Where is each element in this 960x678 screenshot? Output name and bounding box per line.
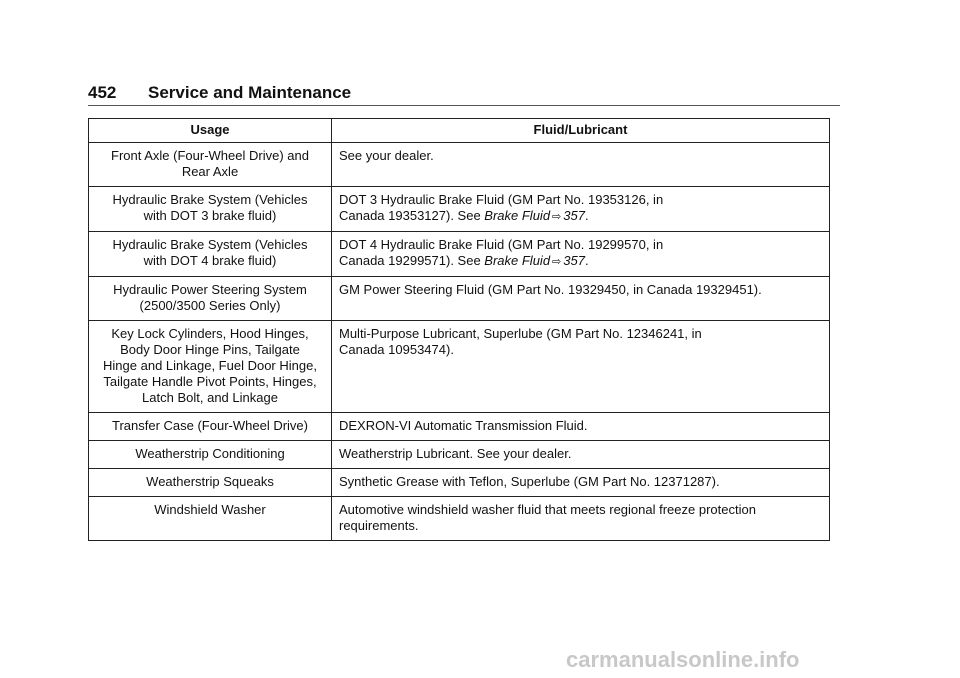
fluid-text: Multi-Purpose Lubricant, Superlube (GM Part No. 12346241, in Canada 10953474). — [339, 326, 702, 357]
page-number: 452 — [88, 83, 117, 102]
fluid-cell — [332, 497, 830, 541]
table-row — [89, 277, 830, 321]
brake-fluid-link[interactable]: Brake Fluid — [484, 208, 551, 223]
usage-cell — [89, 143, 332, 187]
usage-text: Hydraulic Brake System (Vehicles with DOT 3 brake fluid) — [112, 192, 308, 223]
table-row — [89, 497, 830, 541]
table-row — [89, 469, 830, 497]
fluid-text: DEXRON-VI Automatic Transmission Fluid. — [339, 418, 588, 433]
fluid-cell — [332, 143, 830, 187]
fluid-cell — [332, 413, 830, 441]
usage-text: Front Axle (Four-Wheel Drive) and Rear Axle — [111, 148, 309, 179]
page-ref-arrow-icon: ⇨ — [552, 211, 562, 223]
usage-text: Transfer Case (Four-Wheel Drive) — [111, 418, 308, 433]
fluid-cell — [332, 321, 830, 413]
usage-cell — [89, 469, 332, 497]
ref-period: . — [584, 253, 589, 268]
table-header-row — [89, 119, 830, 143]
usage-text: Weatherstrip Conditioning — [135, 446, 285, 461]
usage-text: Hydraulic Brake System (Vehicles with DOT 4 brake fluid) — [112, 237, 308, 268]
fluid-cell — [332, 469, 830, 497]
fluid-text: Automotive windshield washer fluid that meets regional freeze protection requirements. — [339, 502, 756, 533]
ref-period: . — [584, 208, 589, 223]
page-header — [88, 83, 840, 106]
table-row — [89, 143, 830, 187]
column-header-usage: Usage — [89, 119, 332, 143]
usage-cell — [89, 441, 332, 469]
fluid-cell — [332, 187, 830, 232]
column-header-fluid: Fluid/Lubricant — [332, 119, 830, 143]
fluid-text: Canada 19353127). See — [339, 208, 485, 223]
fluid-cell — [332, 441, 830, 469]
table-row — [89, 232, 830, 277]
page-ref-number: 357 — [563, 208, 585, 223]
usage-cell — [89, 497, 332, 541]
fluid-text: Weatherstrip Lubricant. See your dealer. — [339, 446, 572, 461]
usage-text: Weatherstrip Squeaks — [146, 474, 274, 489]
table-row — [89, 321, 830, 413]
table-row — [89, 187, 830, 232]
fluid-cell — [332, 232, 830, 277]
brake-fluid-link[interactable]: Brake Fluid — [484, 253, 551, 268]
usage-cell — [89, 413, 332, 441]
usage-cell — [89, 187, 332, 232]
usage-text: Key Lock Cylinders, Hood Hinges, Body Door Hinge Pins, Tailgate Hinge and Linkage, Fuel Door Hinge, Tailgate Handle Pivot Points, Hinges, Latch Bolt, and Linkage — [103, 326, 317, 405]
fluid-text: DOT 3 Hydraulic Brake Fluid (GM Part No. 19353126, in — [339, 192, 664, 207]
usage-cell — [89, 321, 332, 413]
watermark: carmanualsonline.info — [566, 647, 800, 672]
usage-text: Windshield Washer — [154, 502, 266, 517]
table-row — [89, 413, 830, 441]
fluid-text: Canada 19299571). See — [339, 253, 485, 268]
fluid-lubricant-table — [88, 118, 830, 541]
page-ref-arrow-icon: ⇨ — [552, 256, 562, 268]
fluid-text: GM Power Steering Fluid (GM Part No. 19329450, in Canada 19329451). — [339, 282, 762, 297]
fluid-text: DOT 4 Hydraulic Brake Fluid (GM Part No. 19299570, in — [339, 237, 664, 252]
fluid-text: Synthetic Grease with Teflon, Superlube (GM Part No. 12371287). — [339, 474, 720, 489]
table-row — [89, 441, 830, 469]
usage-cell — [89, 277, 332, 321]
fluid-cell — [332, 277, 830, 321]
page-ref-number: 357 — [563, 253, 585, 268]
fluid-text: See your dealer. — [339, 148, 434, 163]
usage-text: Hydraulic Power Steering System (2500/3500 Series Only) — [113, 282, 307, 313]
usage-cell — [89, 232, 332, 277]
section-title: Service and Maintenance — [148, 83, 352, 102]
